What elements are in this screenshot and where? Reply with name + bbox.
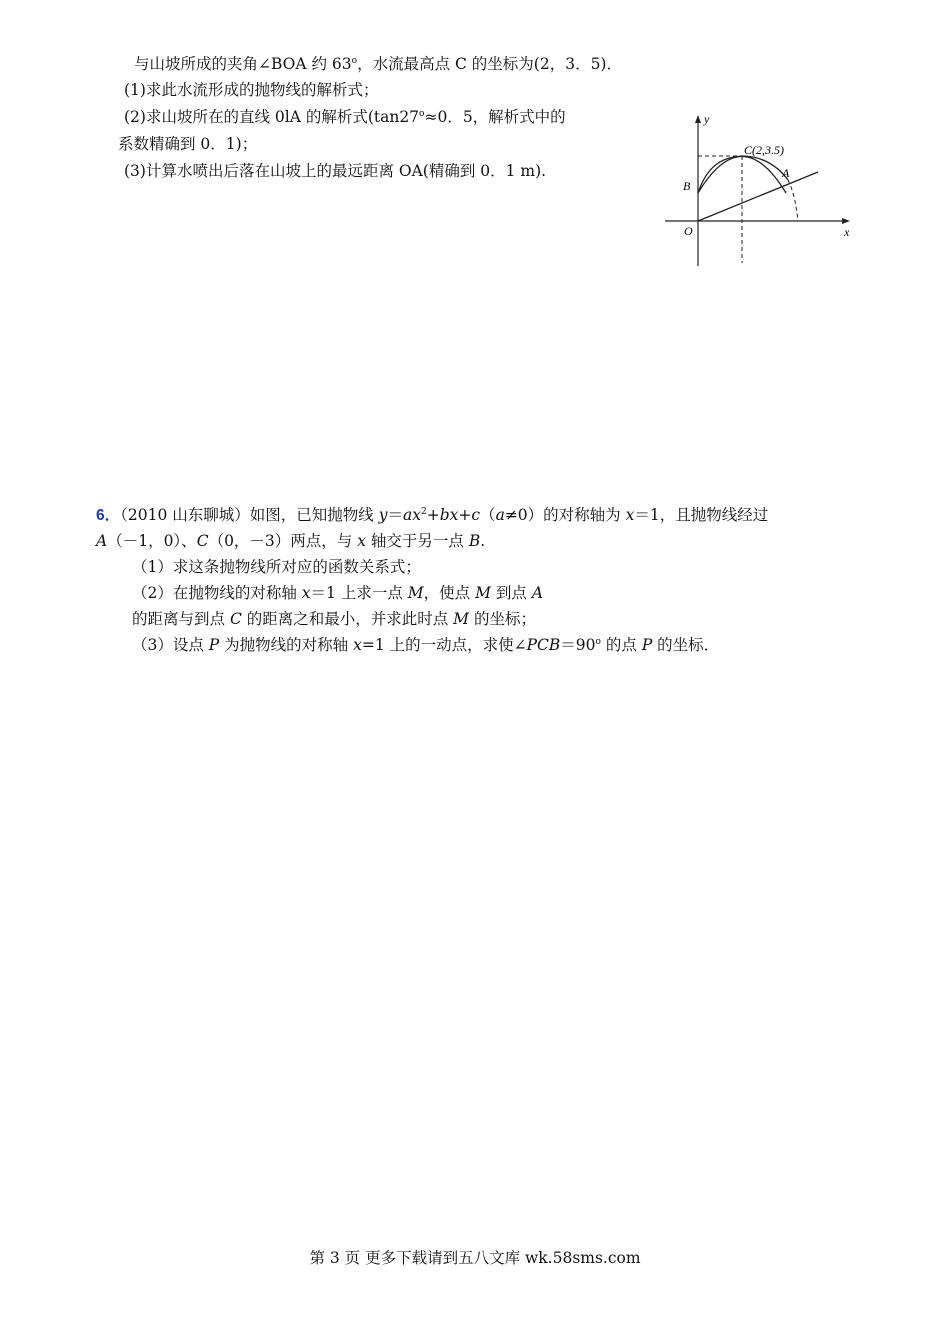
- p6-question-3: （3）设点 P 为抛物线的对称轴 x=1 上的一动点，求使$\angle PCB=90^o$ 的点 P 的坐标．: [132, 636, 720, 654]
- label-b: B: [683, 179, 691, 193]
- y-axis-arrow: [695, 115, 701, 123]
- label-c: C(2,3.5): [744, 143, 784, 157]
- p5-question-2-cont: 系数精确到 0．1)；: [118, 135, 258, 153]
- p6-line1: 6．（2010 山东聊城）如图，已知抛物线 $y=ax^2+bx+c(a\ne 0)$的对称轴为 x＝1，且抛物线经过: [96, 506, 769, 524]
- p5-line1: 与山坡所成的夹角∠BOA 约 63$^o$，水流最高点 C 的坐标为(2，3．5)．: [134, 55, 622, 73]
- p6-question-2: （2）在抛物线的对称轴 x＝1 上求一点 M，使点 M 到点 A: [132, 584, 544, 602]
- x-axis-arrow: [842, 218, 850, 224]
- p6-question-2-cont: 的距离与到点 C 的距离之和最小，并求此时点 M 的坐标；: [132, 610, 536, 628]
- p5-question-3: (3)计算水喷出后落在山坡上的最远距离 OA(精确到 0．1 m).: [124, 162, 547, 180]
- p5-question-1: (1)求此水流形成的抛物线的解析式；: [124, 81, 379, 99]
- parabola-slope-figure: [660, 108, 860, 270]
- page-footer: 第 3 页 更多下载请到五八文库 wk.58sms.com: [309, 1249, 641, 1267]
- parabola-curve-dashed: [788, 180, 798, 221]
- label-x: x: [844, 225, 850, 239]
- label-y: y: [704, 112, 710, 126]
- label-o: O: [684, 224, 693, 238]
- p6-question-1: （1）求这条抛物线所对应的函数关系式；: [132, 558, 421, 576]
- p6-line2: A（－1，0）、C（0，－3）两点，与 x 轴交于另一点 B.: [96, 532, 486, 550]
- problem-number: 6．: [96, 507, 121, 524]
- p5-question-2: (2)求山坡所在的直线 0lA 的解析式($\tan 27^o\approx 0$．5，解析式中的: [124, 108, 566, 126]
- slope-line: [698, 172, 818, 221]
- label-a: A: [782, 166, 790, 180]
